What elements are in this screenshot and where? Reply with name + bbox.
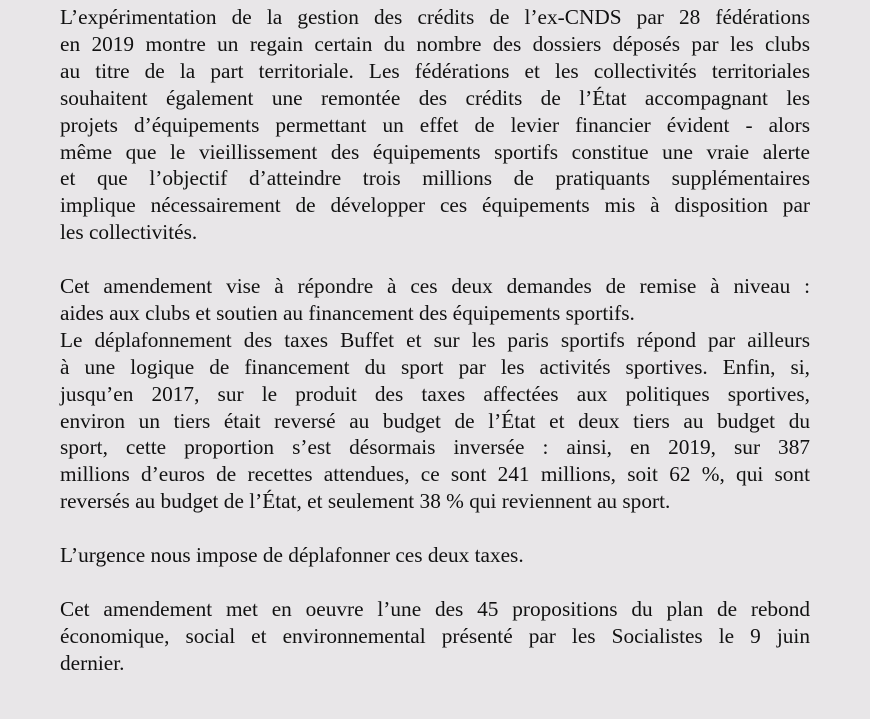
text-line: souhaitent également une remontée des crédits de l’État accompagnant les bbox=[60, 85, 810, 110]
text-line: L’urgence nous impose de déplafonner ces deux taxes. bbox=[60, 543, 524, 568]
text-line: Le déplafonnement des taxes Buffet et sur les paris sportifs répond par ailleurs bbox=[60, 327, 810, 352]
paragraph-amendment-purpose bbox=[60, 273, 810, 327]
text-line: environ un tiers était reversé au budget de l’État et deux tiers au budget du bbox=[60, 408, 810, 433]
text-line: économique, social et environnemental présenté par les Socialistes le 9 juin bbox=[60, 623, 810, 648]
text-line: Cet amendement vise à répondre à ces deux demandes de remise à niveau : bbox=[60, 274, 810, 299]
text-line: jusqu’en 2017, sur le produit des taxes affectées aux politiques sportives, bbox=[60, 381, 810, 406]
text-line: à une logique de financement du sport par les activités sportives. Enfin, si, bbox=[60, 354, 810, 379]
text-line: au titre de la part territoriale. Les fédérations et les collectivités territoriales bbox=[60, 58, 810, 83]
text-line: les collectivités. bbox=[60, 220, 198, 245]
text-line: en 2019 montre un regain certain du nombre des dossiers déposés par les clubs bbox=[60, 31, 810, 56]
text-line: implique nécessairement de développer ces équipements mis à disposition par bbox=[60, 193, 810, 218]
text-line: aides aux clubs et soutien au financement des équipements sportifs. bbox=[60, 300, 635, 325]
text-line: même que le vieillissement des équipements sportifs constitue une vraie alerte bbox=[60, 139, 810, 164]
paragraph-urgency bbox=[60, 542, 810, 569]
text-line: sport, cette proportion s’est désormais inversée : ainsi, en 2019, sur 387 bbox=[60, 435, 810, 460]
text-line: dernier. bbox=[60, 650, 125, 675]
text-line: et que l’objectif d’atteindre trois millions de pratiquants supplémentaires bbox=[60, 166, 810, 191]
text-line: projets d’équipements permettant un effet de levier financier évident - alors bbox=[60, 112, 810, 137]
paragraph-rebound-plan bbox=[60, 596, 810, 677]
text-line: reversés au budget de l’État, et seulement 38 % qui reviennent au sport. bbox=[60, 489, 671, 514]
paragraph-tax-deceiling bbox=[60, 327, 810, 515]
paragraph-cnds-experimentation bbox=[60, 4, 810, 246]
text-line: millions d’euros de recettes attendues, ce sont 241 millions, soit 62 %, qui sont bbox=[60, 462, 810, 487]
text-line: L’expérimentation de la gestion des crédits de l’ex-CNDS par 28 fédérations bbox=[60, 5, 810, 29]
text-line: Cet amendement met en oeuvre l’une des 45 propositions du plan de rebond bbox=[60, 596, 810, 621]
